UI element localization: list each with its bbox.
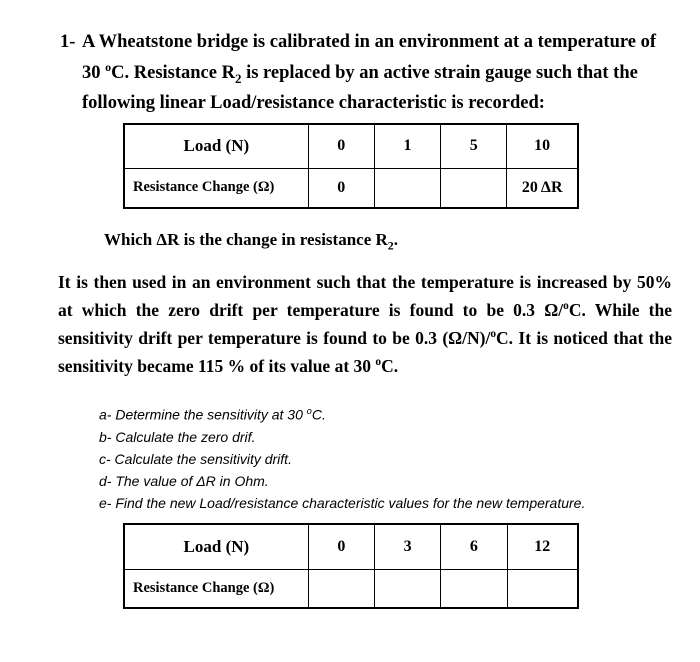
table-row-load (124, 524, 578, 569)
load-cell: 3 (375, 524, 441, 569)
resistance-cell: 20 ΔR (507, 168, 578, 208)
task-a: a- Determine the sensitivity at 30 $^o$C. (99, 406, 326, 423)
load-header-cell: Load (N) (124, 524, 308, 569)
delta-r-definition: Which ΔR is the change in resistance $R_2$. (104, 230, 398, 253)
task-b: b- Calculate the zero drif. (99, 428, 256, 445)
load-cell: 12 (507, 524, 578, 569)
resistance-header-cell: Resistance Change (Ω) (124, 168, 308, 208)
load-cell: 0 (308, 124, 374, 168)
load-cell: 5 (441, 124, 507, 168)
resistance-cell (441, 168, 507, 208)
task-e: e- Find the new Load/resistance characteristic values for the new temperature. (99, 494, 586, 511)
conditions-paragraph: It is then used in an environment such that the temperature is increased by 50% at which the zero drift per temperature is found to be 0.3 Ω/$^o$C. While the sensitivity drift per temperature is found to be 0.3 (Ω/N)/$^o$C. It is noticed that the sensitivity became 115 % of its value at 30 $^o$C. (58, 272, 673, 376)
load-cell: 1 (374, 124, 440, 168)
load-cell: 0 (308, 524, 374, 569)
load-cell: 6 (441, 524, 507, 569)
load-resistance-table-new (123, 523, 579, 609)
task-list (99, 400, 679, 514)
load-resistance-table-initial (123, 123, 579, 209)
resistance-cell (375, 569, 441, 608)
task-d: d- The value of ΔR in Ohm. (99, 472, 269, 489)
resistance-cell (441, 569, 507, 608)
resistance-cell (507, 569, 578, 608)
question-text: A Wheatstone bridge is calibrated in an environment at a temperature of 30 $^o$C. Resistance $R_2$ is replaced by an active strain gauge such that the following linear Load/resistance characteristic is recorded: (82, 32, 656, 113)
resistance-cell (374, 168, 440, 208)
resistance-cell (308, 569, 374, 608)
resistance-header-cell: Resistance Change (Ω) (124, 569, 308, 608)
task-c: c- Calculate the sensitivity drift. (99, 450, 292, 467)
table-row-load (124, 124, 578, 168)
load-cell: 10 (507, 124, 578, 168)
resistance-cell: 0 (308, 168, 374, 208)
question-number: 1- (60, 32, 76, 52)
table-row-resistance (124, 569, 578, 608)
table-row-resistance (124, 168, 578, 208)
load-header-cell: Load (N) (124, 124, 308, 168)
question-statement (60, 30, 675, 116)
